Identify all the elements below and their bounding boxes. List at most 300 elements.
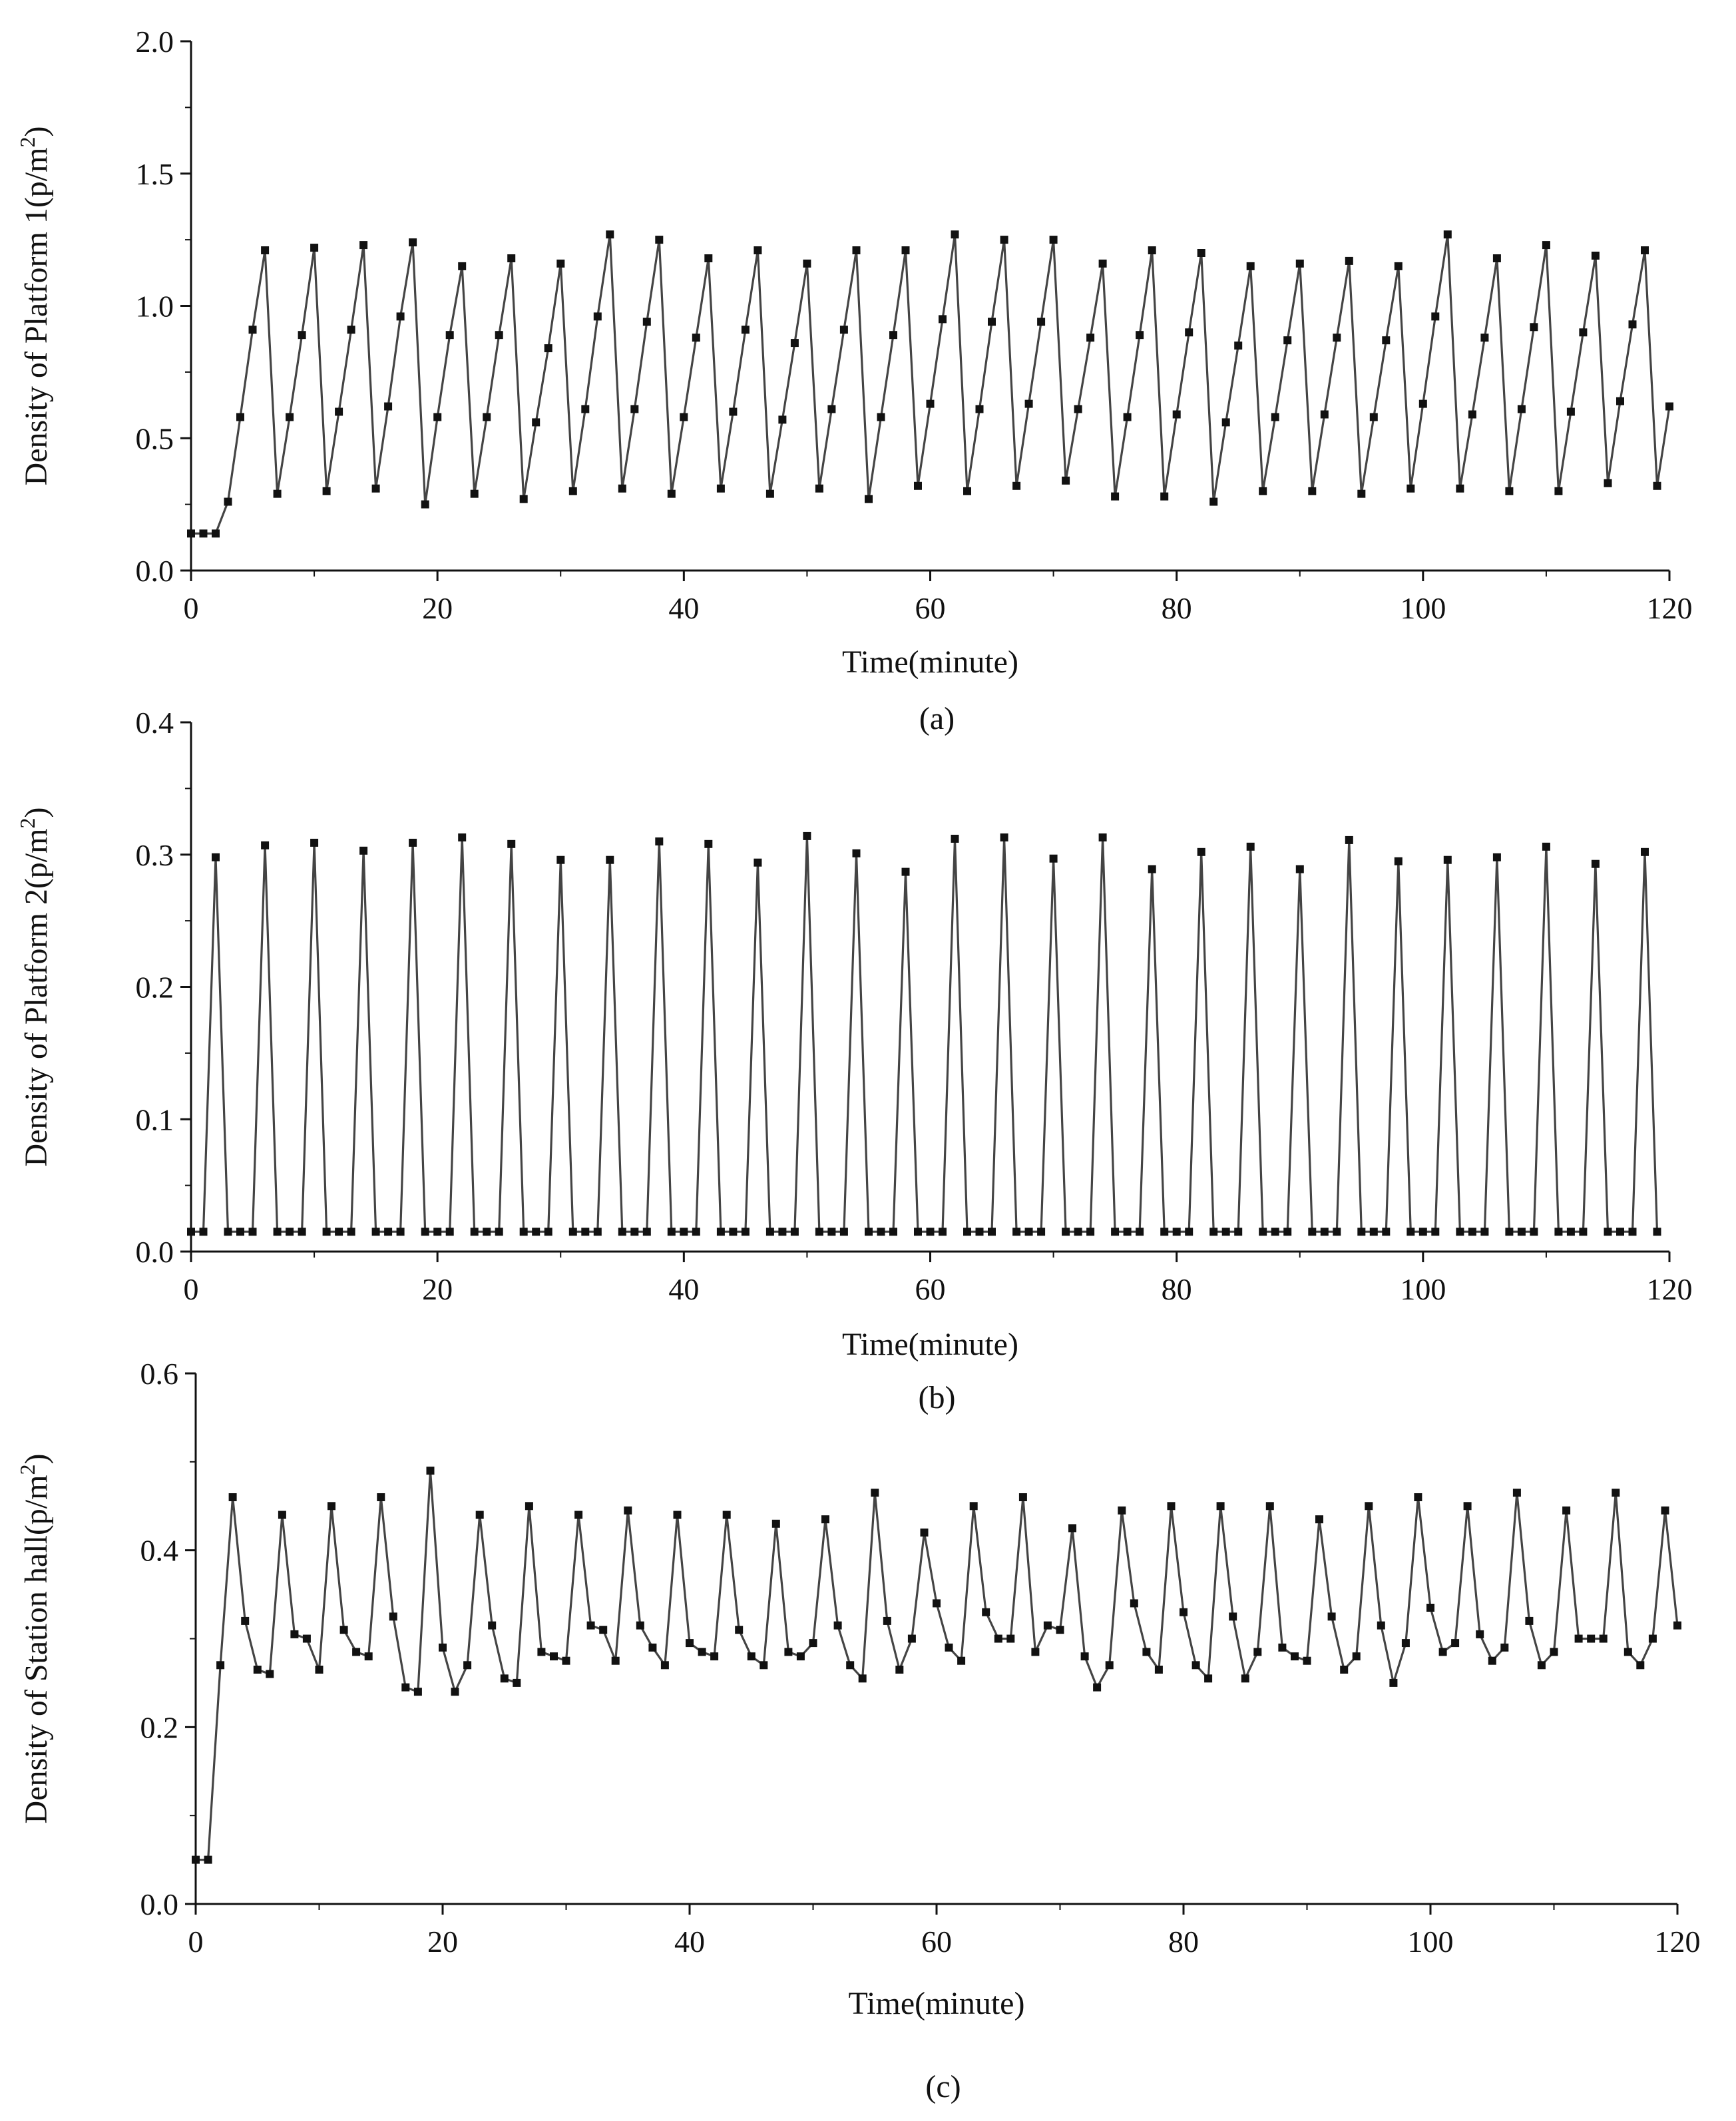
data-point bbox=[803, 260, 811, 268]
y-axis-label: Density of Station $hall(p/m^2)$ bbox=[15, 1453, 54, 1824]
data-point bbox=[1616, 1228, 1624, 1236]
data-point bbox=[1234, 1228, 1242, 1236]
data-point bbox=[1037, 1228, 1045, 1236]
data-point bbox=[1204, 1674, 1212, 1682]
data-point bbox=[556, 856, 564, 864]
data-point bbox=[1056, 1626, 1064, 1634]
data-point bbox=[945, 1644, 953, 1652]
data-point bbox=[187, 529, 195, 537]
data-point bbox=[1629, 1228, 1637, 1236]
data-point bbox=[865, 1228, 873, 1236]
data-point bbox=[1148, 865, 1156, 873]
data-point bbox=[1062, 1228, 1070, 1236]
data-point bbox=[1629, 320, 1637, 328]
data-point bbox=[1253, 1648, 1261, 1656]
x-tick-label: 20 bbox=[422, 591, 453, 625]
data-point bbox=[1542, 241, 1550, 249]
data-point bbox=[704, 840, 712, 848]
data-point bbox=[821, 1515, 829, 1523]
data-point bbox=[742, 1228, 750, 1236]
data-point bbox=[359, 847, 367, 855]
data-point bbox=[192, 1856, 200, 1864]
y-tick-label: 0.2 bbox=[135, 970, 174, 1005]
data-point bbox=[1661, 1507, 1669, 1515]
data-point bbox=[1340, 1666, 1348, 1674]
data-point bbox=[784, 1648, 792, 1656]
data-point bbox=[994, 1635, 1002, 1643]
data-point bbox=[742, 326, 750, 334]
data-point bbox=[550, 1652, 558, 1660]
data-point bbox=[513, 1679, 521, 1687]
data-point bbox=[556, 260, 564, 268]
data-point bbox=[187, 1228, 195, 1236]
data-point bbox=[729, 408, 737, 416]
data-point bbox=[409, 238, 417, 246]
x-tick-label: 100 bbox=[1400, 1272, 1446, 1306]
data-point bbox=[1365, 1502, 1373, 1510]
data-point bbox=[1234, 342, 1242, 350]
data-point bbox=[927, 400, 935, 408]
y-tick-label: 2.0 bbox=[135, 25, 174, 59]
data-point bbox=[1649, 1635, 1657, 1643]
y-tick-label: 0.0 bbox=[140, 1887, 178, 1921]
data-point bbox=[1464, 1502, 1472, 1510]
y-tick-label: 0.0 bbox=[135, 554, 174, 588]
data-point bbox=[1303, 1657, 1311, 1665]
data-point bbox=[970, 1502, 978, 1510]
data-point bbox=[298, 1228, 306, 1236]
data-point bbox=[606, 230, 614, 238]
data-point bbox=[729, 1228, 737, 1236]
x-tick-label: 120 bbox=[1646, 1272, 1693, 1306]
data-point bbox=[1278, 1644, 1286, 1652]
x-tick-label: 100 bbox=[1400, 591, 1446, 625]
data-point bbox=[1505, 1228, 1513, 1236]
data-point bbox=[298, 331, 306, 339]
data-point bbox=[636, 1622, 644, 1630]
data-point bbox=[266, 1670, 274, 1678]
data-point bbox=[335, 1228, 343, 1236]
data-point bbox=[1025, 1228, 1033, 1236]
data-point bbox=[1247, 262, 1255, 270]
data-point bbox=[680, 1228, 688, 1236]
data-point bbox=[1673, 1622, 1681, 1630]
data-point bbox=[698, 1648, 706, 1656]
data-point bbox=[686, 1639, 694, 1647]
data-point bbox=[963, 487, 971, 495]
data-point bbox=[1142, 1648, 1150, 1656]
data-point bbox=[1130, 1599, 1138, 1607]
data-point bbox=[1653, 482, 1661, 490]
data-point bbox=[883, 1617, 891, 1625]
data-point bbox=[569, 487, 577, 495]
data-point bbox=[1456, 485, 1464, 493]
data-point bbox=[895, 1666, 903, 1674]
data-point bbox=[224, 498, 232, 506]
data-point bbox=[1197, 848, 1205, 856]
data-point bbox=[1271, 413, 1279, 421]
data-point bbox=[1160, 1228, 1168, 1236]
data-point bbox=[827, 405, 835, 413]
x-tick-label: 20 bbox=[427, 1925, 458, 1959]
data-point bbox=[323, 487, 331, 495]
data-point bbox=[261, 841, 269, 849]
data-point bbox=[921, 1529, 929, 1536]
data-point bbox=[963, 1228, 971, 1236]
data-point bbox=[1382, 336, 1390, 344]
data-point bbox=[1086, 334, 1094, 342]
data-point bbox=[1025, 400, 1033, 408]
data-point bbox=[1592, 252, 1600, 260]
data-point bbox=[507, 254, 515, 262]
data-point bbox=[624, 1507, 632, 1515]
data-point bbox=[1093, 1684, 1101, 1692]
data-point bbox=[1357, 490, 1365, 498]
data-point bbox=[1395, 857, 1403, 865]
data-point bbox=[1444, 230, 1452, 238]
data-point bbox=[1111, 493, 1119, 501]
data-point bbox=[365, 1652, 373, 1660]
data-point bbox=[1321, 1228, 1329, 1236]
data-point bbox=[537, 1648, 545, 1656]
data-point bbox=[1431, 312, 1439, 320]
data-point bbox=[1308, 1228, 1316, 1236]
chart-panel-c bbox=[15, 1357, 1701, 2104]
data-point bbox=[1407, 1228, 1414, 1236]
data-point bbox=[630, 405, 638, 413]
data-point bbox=[1439, 1648, 1447, 1656]
data-point bbox=[976, 405, 984, 413]
data-point bbox=[488, 1622, 496, 1630]
data-point bbox=[1173, 411, 1181, 419]
data-point bbox=[902, 868, 910, 876]
data-point bbox=[286, 413, 294, 421]
data-point bbox=[316, 1666, 324, 1674]
data-point bbox=[1321, 411, 1329, 419]
y-tick-label: 0.6 bbox=[140, 1357, 178, 1391]
data-point bbox=[902, 246, 910, 254]
data-point bbox=[797, 1652, 805, 1660]
data-point bbox=[587, 1622, 595, 1630]
data-point bbox=[599, 1626, 607, 1634]
data-point bbox=[1222, 1228, 1230, 1236]
series-line bbox=[191, 234, 1669, 533]
x-tick-label: 100 bbox=[1407, 1925, 1454, 1959]
data-point bbox=[871, 1489, 879, 1497]
data-point bbox=[1074, 1228, 1082, 1236]
chart-panel-a bbox=[15, 25, 1693, 736]
data-point bbox=[809, 1639, 817, 1647]
y-tick-label: 0.5 bbox=[135, 421, 174, 456]
data-point bbox=[1074, 405, 1082, 413]
data-point bbox=[1500, 1644, 1508, 1652]
data-point bbox=[249, 1228, 257, 1236]
data-point bbox=[1315, 1515, 1323, 1523]
x-tick-label: 40 bbox=[668, 1272, 700, 1306]
data-point bbox=[507, 840, 515, 848]
data-point bbox=[778, 415, 786, 423]
data-point bbox=[476, 1511, 484, 1519]
data-point bbox=[1518, 405, 1526, 413]
data-point bbox=[274, 490, 282, 498]
data-point bbox=[274, 1228, 282, 1236]
data-point bbox=[377, 1493, 385, 1501]
y-tick-label: 0.0 bbox=[135, 1235, 174, 1269]
data-point bbox=[988, 318, 996, 326]
data-point bbox=[389, 1612, 397, 1620]
data-point bbox=[310, 244, 318, 252]
data-point bbox=[1616, 397, 1624, 405]
data-point bbox=[754, 859, 761, 867]
data-point bbox=[229, 1493, 237, 1501]
data-point bbox=[1086, 1228, 1094, 1236]
data-point bbox=[723, 1511, 731, 1519]
data-point bbox=[889, 1228, 897, 1236]
data-point bbox=[674, 1511, 682, 1519]
data-point bbox=[520, 1228, 528, 1236]
data-point bbox=[1419, 1228, 1427, 1236]
data-point bbox=[544, 344, 552, 352]
data-point bbox=[1031, 1648, 1039, 1656]
x-tick-label: 120 bbox=[1654, 1925, 1701, 1959]
data-point bbox=[286, 1228, 294, 1236]
data-point bbox=[1665, 403, 1673, 411]
y-tick-label: 1.0 bbox=[135, 289, 174, 324]
data-point bbox=[840, 1228, 848, 1236]
data-point bbox=[803, 832, 811, 840]
data-point bbox=[458, 262, 466, 270]
data-point bbox=[692, 1228, 700, 1236]
data-point bbox=[581, 1228, 589, 1236]
data-point bbox=[1247, 843, 1255, 851]
data-point bbox=[594, 312, 602, 320]
data-point bbox=[421, 1228, 429, 1236]
data-point bbox=[1402, 1639, 1410, 1647]
data-point bbox=[1493, 853, 1501, 861]
data-point bbox=[574, 1511, 582, 1519]
data-point bbox=[1542, 843, 1550, 851]
x-tick-label: 80 bbox=[1161, 591, 1192, 625]
data-point bbox=[1259, 487, 1267, 495]
data-point bbox=[532, 1228, 540, 1236]
data-point bbox=[760, 1661, 767, 1669]
data-point bbox=[680, 413, 688, 421]
data-point bbox=[1451, 1639, 1459, 1647]
chart-panel-b bbox=[15, 706, 1693, 1415]
data-point bbox=[433, 1228, 441, 1236]
data-point bbox=[1604, 479, 1612, 487]
data-point bbox=[204, 1856, 212, 1864]
data-point bbox=[976, 1228, 984, 1236]
y-tick-label: 0.2 bbox=[140, 1710, 178, 1745]
data-point bbox=[1050, 855, 1058, 863]
data-point bbox=[1185, 1228, 1193, 1236]
data-point bbox=[1099, 260, 1107, 268]
data-point bbox=[927, 1228, 935, 1236]
data-point bbox=[655, 236, 663, 244]
y-tick-label: 0.4 bbox=[140, 1533, 178, 1568]
data-point bbox=[865, 495, 873, 503]
data-point bbox=[323, 1228, 331, 1236]
panel-label: (c) bbox=[925, 2069, 961, 2104]
data-point bbox=[483, 413, 491, 421]
data-point bbox=[1357, 1228, 1365, 1236]
data-point bbox=[1579, 328, 1587, 336]
x-axis-label: Time(minute) bbox=[848, 1986, 1025, 2021]
data-point bbox=[1554, 1228, 1562, 1236]
x-tick-label: 0 bbox=[183, 591, 199, 625]
data-point bbox=[352, 1648, 360, 1656]
data-point bbox=[409, 839, 417, 847]
data-point bbox=[241, 1617, 249, 1625]
data-point bbox=[1081, 1652, 1089, 1660]
data-point bbox=[1283, 336, 1291, 344]
data-point bbox=[421, 501, 429, 509]
data-point bbox=[1068, 1525, 1076, 1532]
data-point bbox=[446, 1228, 454, 1236]
data-point bbox=[618, 1228, 626, 1236]
data-point bbox=[618, 485, 626, 493]
data-point bbox=[1426, 1604, 1434, 1612]
data-point bbox=[939, 1228, 947, 1236]
data-point bbox=[1197, 249, 1205, 257]
data-point bbox=[458, 833, 466, 841]
data-point bbox=[1530, 1228, 1538, 1236]
data-point bbox=[335, 408, 343, 416]
data-point bbox=[846, 1661, 854, 1669]
data-point bbox=[1567, 1228, 1575, 1236]
data-point bbox=[1513, 1489, 1521, 1497]
data-point bbox=[446, 331, 454, 339]
data-point bbox=[834, 1622, 842, 1630]
data-point bbox=[606, 856, 614, 864]
data-point bbox=[648, 1644, 656, 1652]
data-point bbox=[249, 326, 257, 334]
y-axis-label: Density of Platform $1(p/m^2)$ bbox=[15, 126, 54, 486]
data-point bbox=[1550, 1648, 1558, 1656]
data-point bbox=[1185, 328, 1193, 336]
data-point bbox=[1062, 477, 1070, 485]
data-point bbox=[1431, 1228, 1439, 1236]
data-point bbox=[1012, 482, 1020, 490]
x-tick-label: 40 bbox=[674, 1925, 705, 1959]
data-point bbox=[735, 1626, 743, 1634]
data-point bbox=[359, 241, 367, 249]
data-point bbox=[1209, 498, 1217, 506]
data-point bbox=[1308, 487, 1316, 495]
data-point bbox=[1333, 1228, 1341, 1236]
data-point bbox=[815, 485, 823, 493]
data-point bbox=[212, 853, 220, 861]
data-point bbox=[1124, 1228, 1132, 1236]
data-point bbox=[261, 246, 269, 254]
data-point bbox=[1480, 334, 1488, 342]
y-tick-label: 0.3 bbox=[135, 837, 174, 872]
data-point bbox=[1271, 1228, 1279, 1236]
data-point bbox=[1480, 1228, 1488, 1236]
data-point bbox=[483, 1228, 491, 1236]
data-point bbox=[1000, 833, 1008, 841]
data-point bbox=[1641, 848, 1649, 856]
data-point bbox=[451, 1688, 459, 1696]
data-point bbox=[200, 529, 208, 537]
data-point bbox=[772, 1520, 780, 1528]
data-point bbox=[439, 1644, 447, 1652]
data-point bbox=[1407, 485, 1414, 493]
data-point bbox=[1136, 1228, 1144, 1236]
data-point bbox=[384, 1228, 392, 1236]
panel-label: (a) bbox=[919, 701, 955, 736]
data-point bbox=[1019, 1493, 1027, 1501]
data-point bbox=[1382, 1228, 1390, 1236]
data-point bbox=[1444, 856, 1452, 864]
data-point bbox=[1000, 236, 1008, 244]
data-point bbox=[327, 1502, 335, 1510]
data-point bbox=[433, 413, 441, 421]
data-point bbox=[414, 1688, 422, 1696]
data-point bbox=[216, 1661, 224, 1669]
data-point bbox=[471, 490, 479, 498]
data-point bbox=[1229, 1612, 1237, 1620]
data-point bbox=[544, 1228, 552, 1236]
data-point bbox=[1468, 411, 1476, 419]
data-point bbox=[1296, 865, 1304, 873]
data-point bbox=[224, 1228, 232, 1236]
data-point bbox=[463, 1661, 471, 1669]
data-point bbox=[1575, 1635, 1583, 1643]
data-point bbox=[290, 1630, 298, 1638]
data-point bbox=[1395, 262, 1403, 270]
data-point bbox=[569, 1228, 577, 1236]
data-point bbox=[889, 331, 897, 339]
panel-label: (b) bbox=[918, 1380, 956, 1415]
data-point bbox=[1624, 1648, 1632, 1656]
data-point bbox=[1012, 1228, 1020, 1236]
data-point bbox=[877, 1228, 885, 1236]
data-point bbox=[853, 246, 861, 254]
data-point bbox=[1328, 1612, 1336, 1620]
data-point bbox=[525, 1502, 533, 1510]
data-point bbox=[1579, 1228, 1587, 1236]
data-point bbox=[877, 413, 885, 421]
data-point bbox=[1353, 1652, 1361, 1660]
data-point bbox=[692, 334, 700, 342]
data-point bbox=[471, 1228, 479, 1236]
y-tick-label: 0.4 bbox=[135, 706, 174, 740]
data-point bbox=[1600, 1635, 1608, 1643]
data-point bbox=[1241, 1674, 1249, 1682]
data-point bbox=[1037, 318, 1045, 326]
data-point bbox=[1612, 1489, 1620, 1497]
x-axis-label: Time(minute) bbox=[842, 1327, 1018, 1362]
x-axis-label: Time(minute) bbox=[842, 644, 1018, 680]
data-point bbox=[717, 485, 725, 493]
data-point bbox=[612, 1657, 620, 1665]
data-point bbox=[791, 1228, 799, 1236]
data-point bbox=[372, 485, 380, 493]
data-point bbox=[427, 1467, 435, 1475]
data-point bbox=[1168, 1502, 1176, 1510]
data-point bbox=[951, 835, 959, 843]
data-point bbox=[655, 837, 663, 845]
data-point bbox=[1118, 1507, 1126, 1515]
data-point bbox=[581, 405, 589, 413]
data-point bbox=[1345, 257, 1353, 265]
data-point bbox=[791, 339, 799, 347]
data-point bbox=[1414, 1493, 1422, 1501]
data-point bbox=[1377, 1622, 1385, 1630]
data-point bbox=[933, 1599, 941, 1607]
